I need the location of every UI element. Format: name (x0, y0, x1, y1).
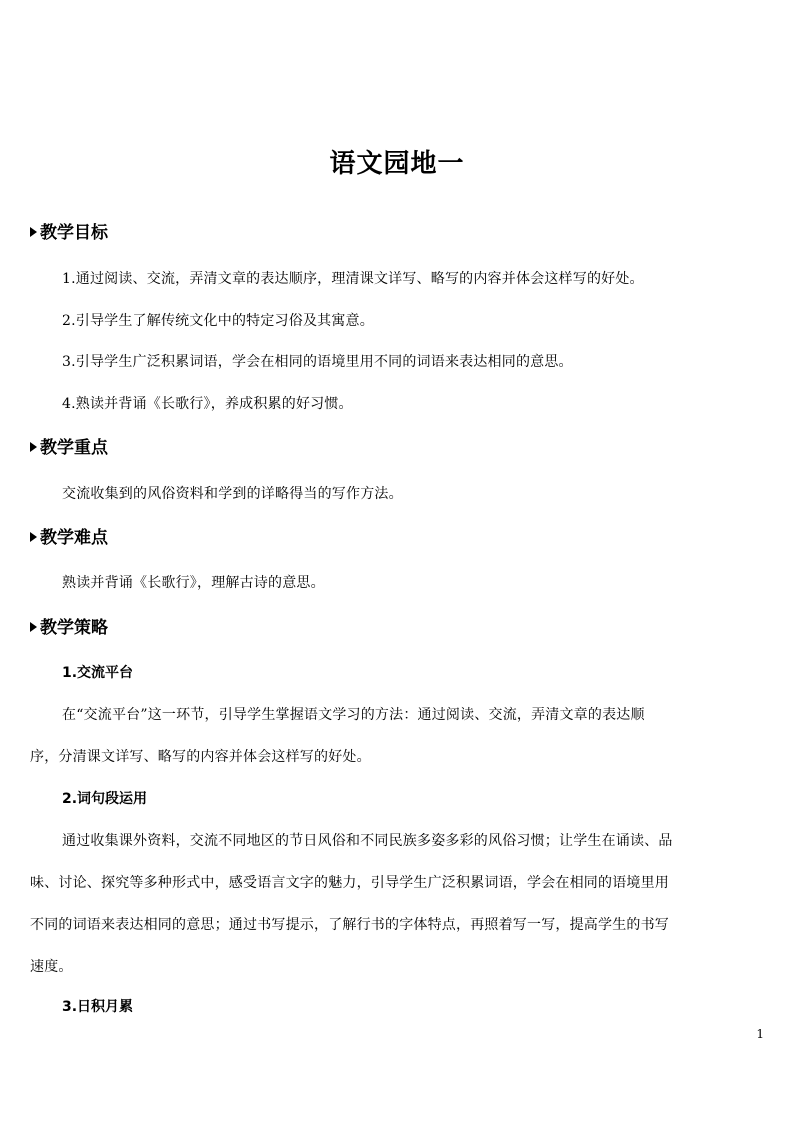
objective-item: 2.引导学生了解传统文化中的特定习俗及其寓意。 (62, 313, 374, 329)
difficulties-text: 熟读并背诵《长歌行》，理解古诗的意思。 (62, 575, 325, 591)
triangle-bullet-icon (30, 227, 37, 237)
section-heading-strategies (30, 616, 108, 640)
section-heading-objectives (30, 221, 108, 245)
key-points-text: 交流收集到的风俗资料和学到的详略得当的写作方法。 (62, 486, 403, 502)
strategy-subheading: 1.交流平台 (62, 665, 134, 681)
section-heading-key-points (30, 436, 108, 460)
strategy-paragraph-line: 速度。 (30, 959, 73, 975)
objective-item: 3.引导学生广泛积累词语，学会在相同的语境里用不同的词语来表达相同的意思。 (62, 354, 573, 370)
page-title: 语文园地一 (329, 149, 465, 179)
objective-item: 4.熟读并背诵《长歌行》，养成积累的好习惯。 (62, 396, 353, 412)
strategy-paragraph-line: 味、讨论、探究等多种形式中，感受语言文字的魅力，引导学生广泛积累词语，学会在相同的语境里用 (30, 875, 669, 891)
strategy-paragraph-line: 不同的词语来表达相同的意思；通过书写提示，了解行书的字体特点，再照着写一写，提高学生的书写 (30, 917, 669, 933)
section-heading-label: 教学策略 (40, 618, 108, 638)
section-heading-label: 教学难点 (40, 528, 108, 548)
page-number: 1 (756, 1027, 764, 1041)
strategy-paragraph-line: 序，分清课文详写、略写的内容并体会这样写的好处。 (30, 749, 371, 765)
strategy-paragraph-line: 在“交流平台”这一环节，引导学生掌握语文学习的方法：通过阅读、交流，弄清文章的表达顺 (62, 707, 645, 723)
section-heading-difficulties (30, 526, 108, 550)
triangle-bullet-icon (30, 622, 37, 632)
section-heading-label: 教学目标 (40, 223, 108, 243)
strategy-subheading: 2.词句段运用 (62, 791, 148, 807)
strategy-paragraph-line: 通过收集课外资料，交流不同地区的节日风俗和不同民族多姿多彩的风俗习惯；让学生在诵读、品 (62, 833, 673, 849)
objective-item: 1.通过阅读、交流，弄清文章的表达顺序，理清课文详写、略写的内容并体会这样写的好处。 (62, 271, 644, 287)
strategy-subheading: 3.日积月累 (62, 999, 134, 1015)
triangle-bullet-icon (30, 442, 37, 452)
section-heading-label: 教学重点 (40, 438, 108, 458)
triangle-bullet-icon (30, 532, 37, 542)
